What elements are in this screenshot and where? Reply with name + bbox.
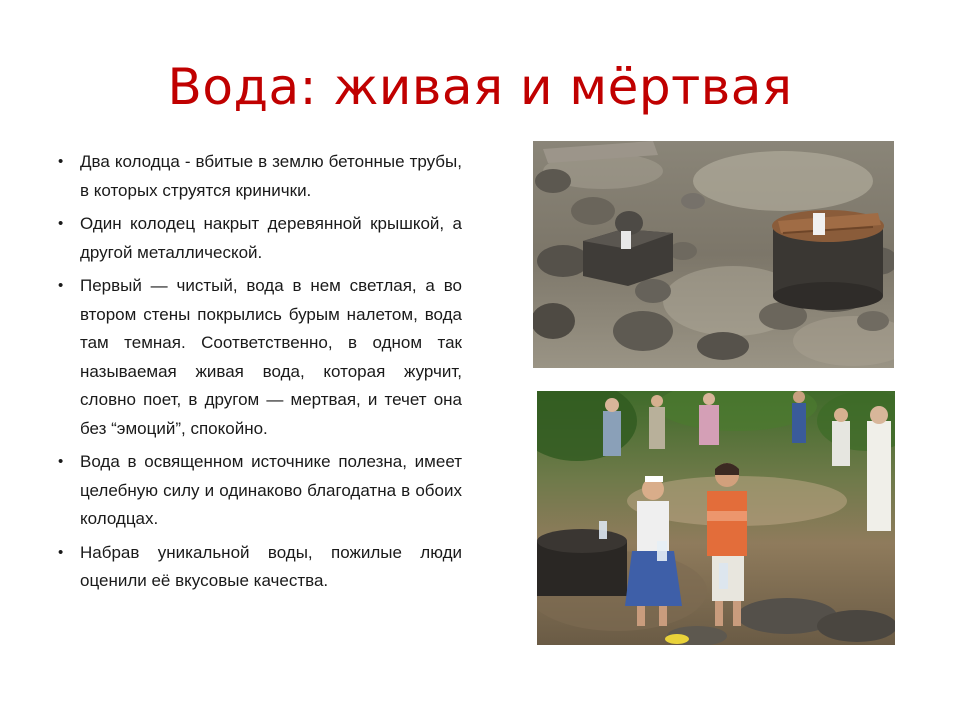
bullet-marker: •: [58, 215, 64, 232]
bullet-text: Два колодца - вбитые в землю бетонные трубы, в которых струятся кринички.: [80, 152, 462, 200]
slide-title: Вода: живая и мёртвая: [167, 58, 793, 116]
wells-photo: [533, 141, 894, 368]
bullet-text: Набрав уникальной воды, пожилые люди оценили её вкусовые качества.: [80, 542, 462, 590]
bullet-item: [56, 448, 462, 534]
bullet-marker: •: [58, 543, 64, 561]
bullet-marker: •: [58, 277, 64, 294]
bullet-item: [56, 272, 462, 443]
bullet-text: Один колодец накрыт деревянной крышкой, а другой металлической.: [80, 214, 462, 262]
bullet-item: [56, 210, 462, 267]
bullet-text: Первый — чистый, вода в нем светлая, а во втором стены покрылись бурым налетом, вода там темная. Соответственно, в одном так называемая живая вода, которая журчит, словно поет, в другом — мертвая, и течет она без “эмоций”, спокойно.: [80, 276, 462, 438]
bullet-marker: •: [58, 453, 64, 470]
bullet-list: [56, 148, 462, 601]
bullet-item: [56, 148, 462, 205]
bullet-marker: •: [58, 153, 64, 170]
bullet-item: [56, 539, 462, 596]
bullet-text: Вода в освященном источнике полезна, имеет целебную силу и одинаково благодатна в обоих колодцах.: [80, 452, 462, 528]
people-photo: [537, 391, 895, 645]
